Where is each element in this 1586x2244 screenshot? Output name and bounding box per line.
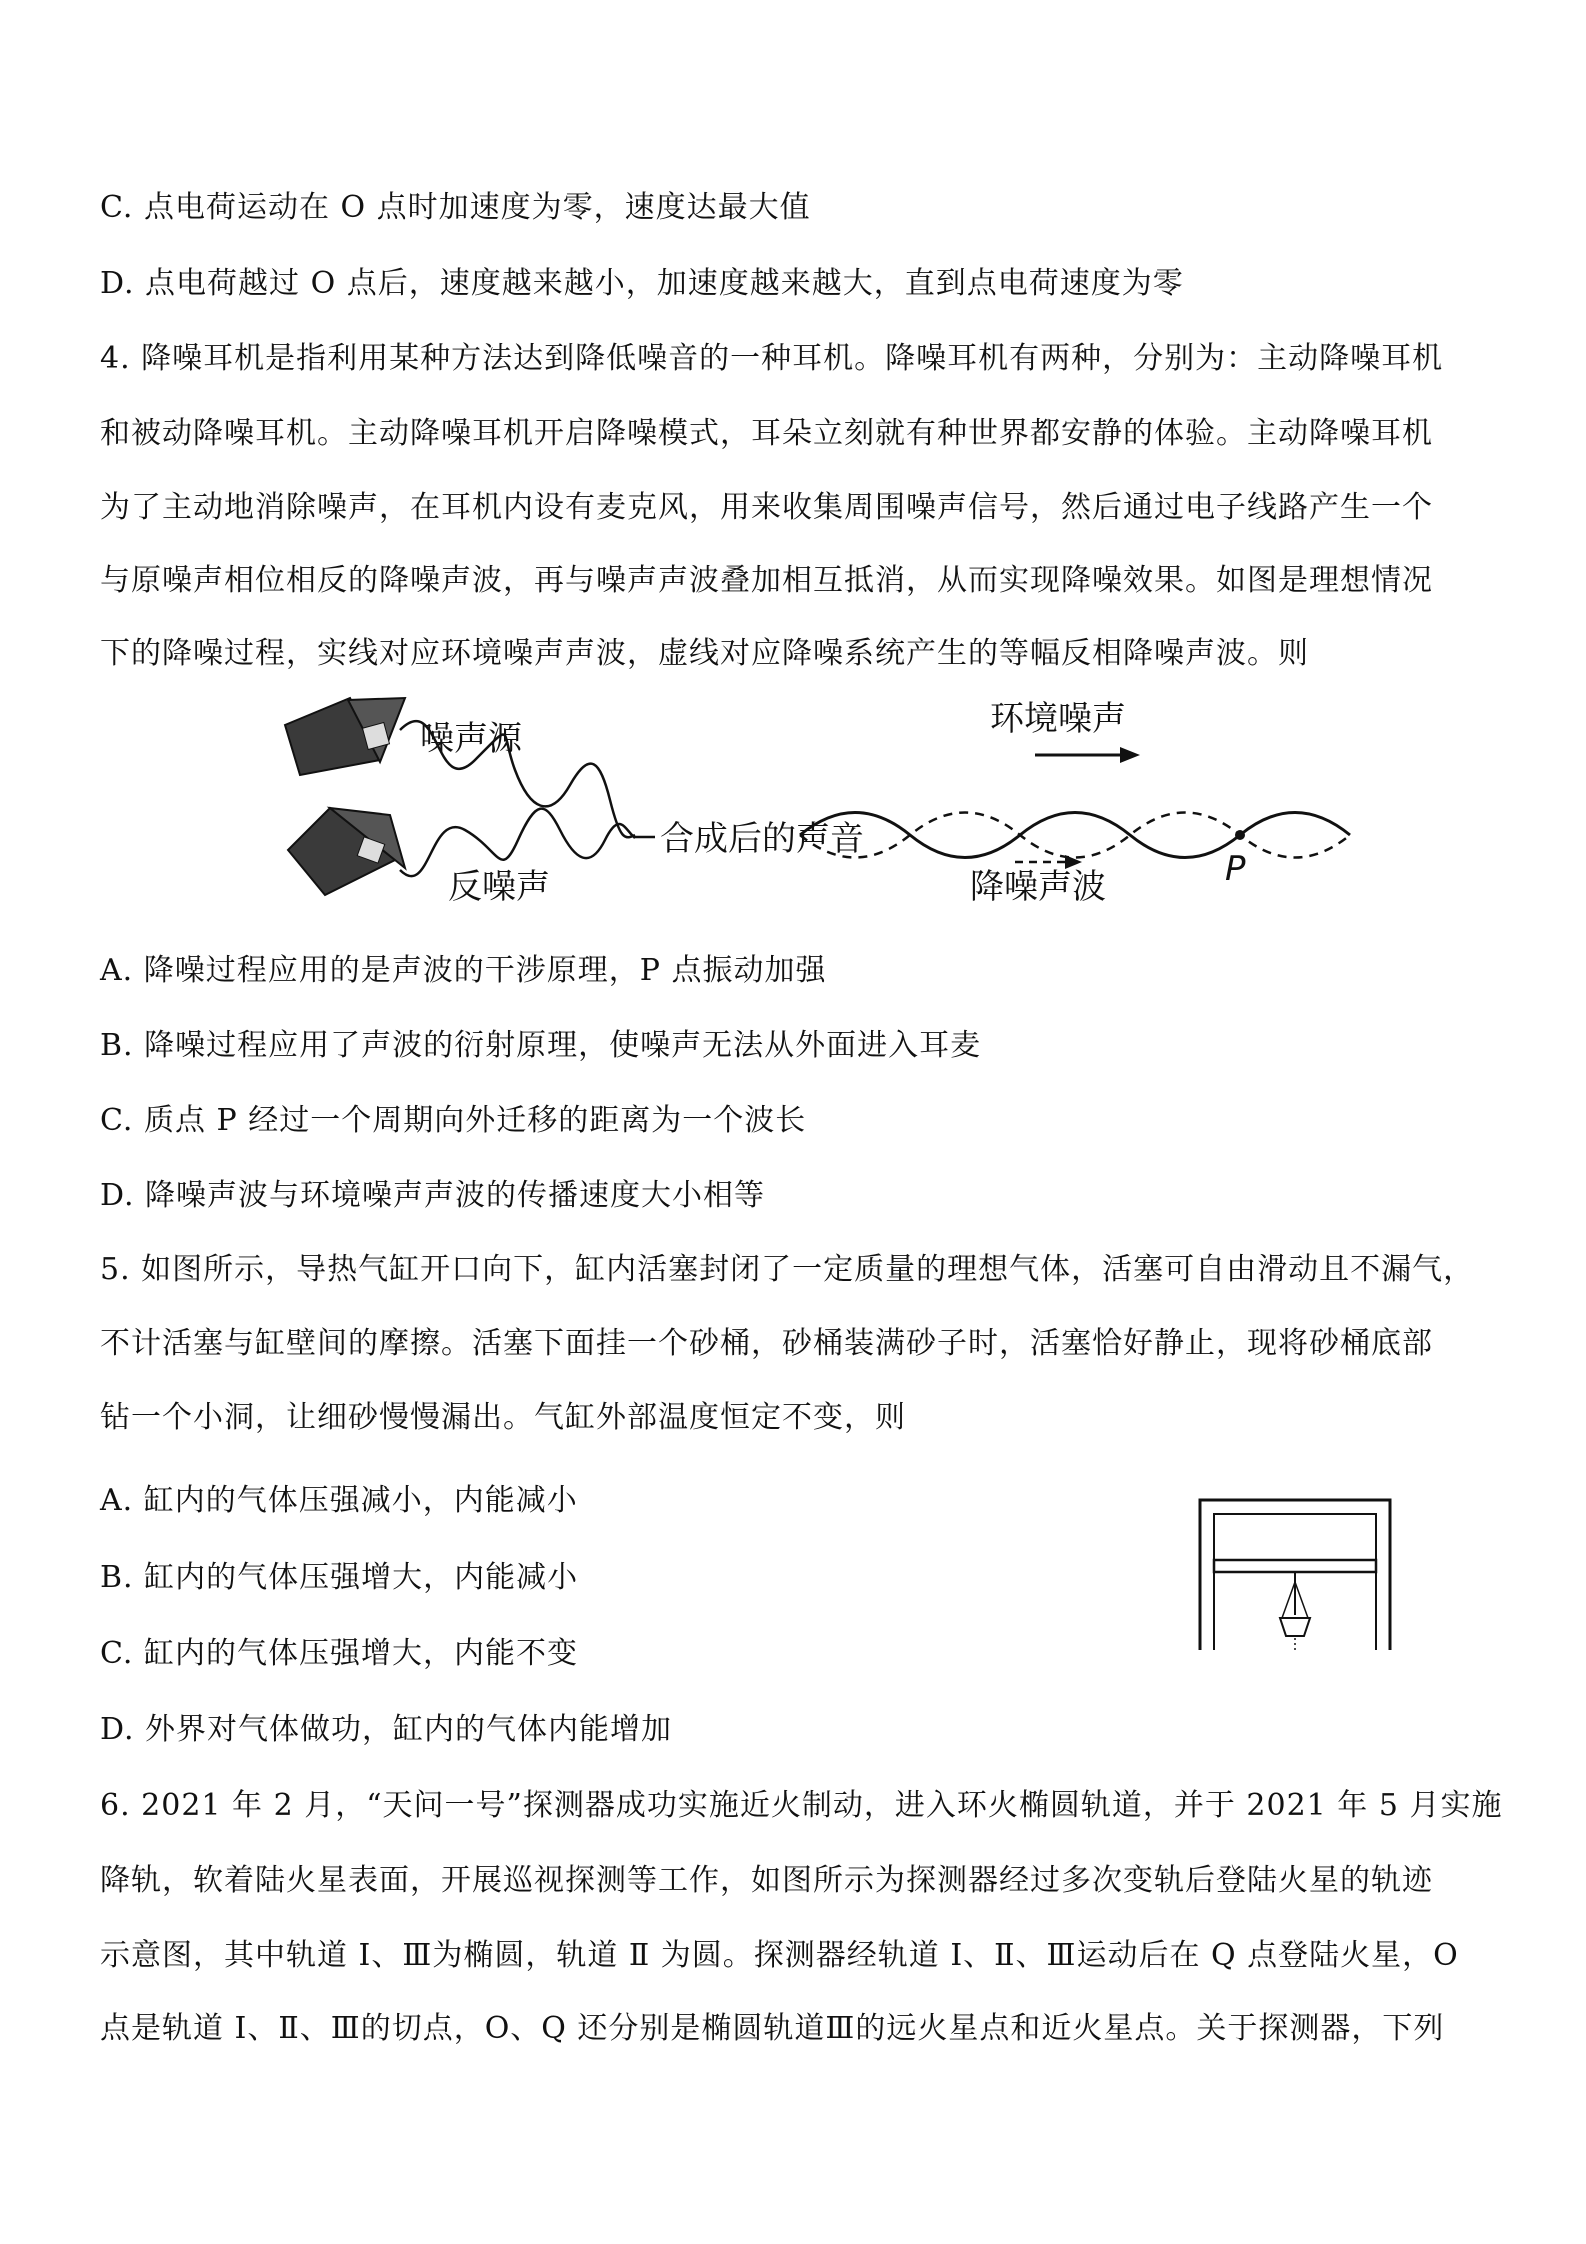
option-4a: A. 降噪过程应用的是声波的干涉原理，P 点振动加强 (100, 953, 827, 988)
noise-source-label: 噪声源 (420, 719, 522, 759)
option-5d: D. 外界对气体做功，缸内的气体内能增加 (100, 1712, 673, 1747)
question-5-stem-line-2: 不计活塞与缸壁间的摩擦。活塞下面挂一个砂桶，砂桶装满砂子时，活塞恰好静止，现将砂桶底部 (100, 1326, 1433, 1361)
option-3c: C. 点电荷运动在 O 点时加速度为零，速度达最大值 (100, 190, 811, 225)
option-5b: B. 缸内的气体压强增大，内能减小 (100, 1560, 579, 1595)
arrow-right-icon (1120, 747, 1140, 763)
anti-noise-label: 反噪声 (448, 867, 550, 905)
sand-bucket (1280, 1618, 1310, 1636)
speaker-icon (288, 808, 405, 895)
piston (1214, 1560, 1376, 1572)
question-5-stem-line-1: 5. 如图所示，导热气缸开口向下，缸内活塞封闭了一定质量的理想气体，活塞可自由滑动且不漏气， (100, 1252, 1475, 1287)
question-6-stem-line-3: 示意图，其中轨道 Ⅰ、Ⅲ为椭圆，轨道 Ⅱ 为圆。探测器经轨道 Ⅰ、Ⅱ、Ⅲ运动后在 Q 点登陆火星，O (100, 1938, 1459, 1973)
question-6-stem-line-1: 6. 2021 年 2 月，“天问一号”探测器成功实施近火制动，进入环火椭圆轨道，并于 2021 年 5 月实施 (100, 1788, 1503, 1823)
point-p-label: P (1225, 849, 1246, 889)
speaker-icon (285, 698, 405, 775)
option-4b: B. 降噪过程应用了声波的衍射原理，使噪声无法从外面进入耳麦 (100, 1028, 982, 1063)
question-4-stem-line-3: 为了主动地消除噪声，在耳机内设有麦克风，用来收集周围噪声信号，然后通过电子线路产生一个 (100, 490, 1433, 525)
question-4-stem-line-2: 和被动降噪耳机。主动降噪耳机开启降噪模式，耳朵立刻就有种世界都安静的体验。主动降噪耳机 (100, 416, 1433, 451)
question-4-stem-line-1: 4. 降噪耳机是指利用某种方法达到降低噪音的一种耳机。降噪耳机有两种，分别为：主动降噪耳机 (100, 341, 1444, 376)
option-4c: C. 质点 P 经过一个周期向外迁移的距离为一个波长 (100, 1103, 807, 1138)
option-5c: C. 缸内的气体压强增大，内能不变 (100, 1636, 578, 1671)
ambient-noise-label: 环境噪声 (990, 699, 1126, 739)
combined-sound-label: 合成后的声音 (660, 819, 864, 859)
gas-cylinder-figure (1190, 1490, 1420, 1660)
option-5a: A. 缸内的气体压强减小，内能减小 (100, 1483, 578, 1518)
question-4-stem-line-5: 下的降噪过程，实线对应环境噪声声波，虚线对应降噪系统产生的等幅反相降噪声波。则 (100, 636, 1309, 671)
question-6-stem-line-2: 降轨，软着陆火星表面，开展巡视探测等工作，如图所示为探测器经过多次变轨后登陆火星的轨迹 (100, 1863, 1433, 1898)
question-5-stem-line-3: 钻一个小洞，让细砂慢慢漏出。气缸外部温度恒定不变，则 (100, 1400, 906, 1435)
question-4-stem-line-4: 与原噪声相位相反的降噪声波，再与噪声声波叠加相互抵消，从而实现降噪效果。如图是理想情况 (100, 563, 1433, 598)
option-3d: D. 点电荷越过 O 点后，速度越来越小，加速度越来越大，直到点电荷速度为零 (100, 266, 1184, 301)
question-6-stem-line-4: 点是轨道 Ⅰ、Ⅱ、Ⅲ的切点，O、Q 还分别是椭圆轨道Ⅲ的远火星点和近火星点。关于探测器，下列 (100, 2011, 1445, 2046)
noise-cancellation-figure (260, 690, 1370, 905)
point-p (1235, 830, 1245, 840)
option-4d: D. 降噪声波与环境噪声声波的传播速度大小相等 (100, 1178, 766, 1213)
anti-noise-wave-label: 降噪声波 (970, 867, 1106, 905)
